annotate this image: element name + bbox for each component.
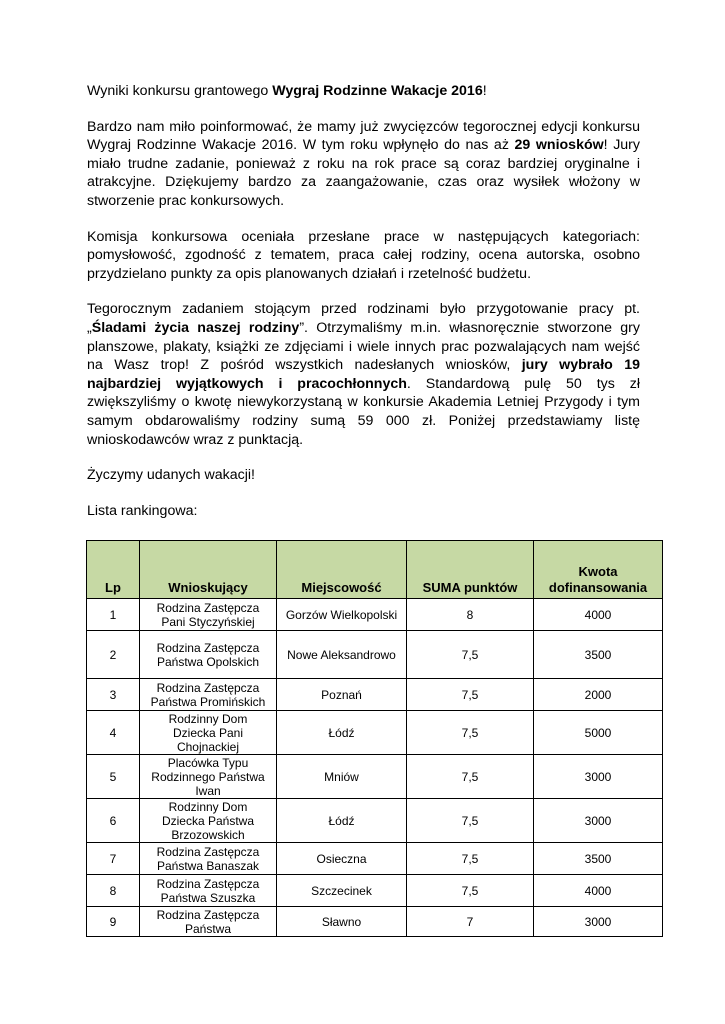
cell-wnioskujacy-line1: Rodzina Zastępcza — [156, 680, 260, 695]
applications-count: 29 wniosków — [514, 137, 604, 154]
cell-wnioskujacy — [140, 631, 277, 679]
cell-lp: 7 — [87, 843, 140, 875]
cell-wnioskujacy-line2: Dziecka Państwa — [161, 813, 255, 828]
cell-kwota: 3000 — [534, 907, 663, 937]
cell-wnioskujacy — [140, 799, 277, 843]
cell-wnioskujacy-line3: Iwan — [195, 783, 221, 798]
cell-miejscowosc: Sławno — [277, 907, 407, 937]
contest-name: Wygraj Rodzinne Wakacje 2016 — [272, 83, 483, 99]
cell-miejscowosc: Łódź — [277, 799, 407, 843]
cell-wnioskujacy — [140, 711, 277, 755]
table-row — [87, 631, 663, 679]
cell-kwota: 4000 — [534, 875, 663, 907]
cell-wnioskujacy — [140, 599, 277, 631]
table-row — [87, 599, 663, 631]
cell-wnioskujacy-line1: Rodzina Zastępcza — [156, 844, 260, 859]
cell-lp: 5 — [87, 755, 140, 799]
ranking-table — [86, 540, 663, 937]
cell-wnioskujacy-line2: Rodzinnego Państwa — [151, 769, 265, 784]
table-header-row — [87, 541, 663, 599]
paragraph-task-part-c: ”. Otrzymaliśmy m.in. własnoręcznie stworzone gry planszowe, plakaty, książki ze zdjęciami i wiele innych prac pozwalających nam wejść na Wasz trop! Z pośród wszystkich nadesłanych wniosków, — [87, 319, 641, 374]
cell-miejscowosc: Osieczna — [277, 843, 407, 875]
cell-kwota: 3500 — [534, 631, 663, 679]
header-kwota-line2: dofinansowania — [548, 580, 648, 595]
header-kwota — [534, 541, 663, 599]
cell-kwota: 4000 — [534, 599, 663, 631]
cell-wnioskujacy — [140, 843, 277, 875]
cell-wnioskujacy-line1: Rodzina Zastępcza — [156, 876, 260, 891]
cell-wnioskujacy-line1: Rodzinny Dom — [168, 711, 248, 726]
cell-suma: 7,5 — [407, 755, 534, 799]
cell-wnioskujacy-line2: Państwa Promińskich — [150, 694, 266, 709]
intro-exclamation: ! — [482, 83, 487, 99]
cell-miejscowosc: Łódź — [277, 711, 407, 755]
cell-wnioskujacy-line3: Chojnackiej — [176, 739, 240, 754]
header-wnioskujacy: Wnioskujący — [140, 541, 277, 599]
cell-lp: 2 — [87, 631, 140, 679]
header-lp: Lp — [87, 541, 140, 599]
paragraph-winners-part-a: Bardzo nam miło poinformować, że mamy już zwycięzców tegorocznej edycji konkursu Wygraj Rodzinne Wakacje 2016. W tym roku wpłynęło do nas aż — [87, 118, 640, 154]
cell-wnioskujacy — [140, 755, 277, 799]
paragraph-winners — [87, 118, 640, 211]
cell-miejscowosc: Szczecinek — [277, 875, 407, 907]
cell-suma: 8 — [407, 599, 534, 631]
header-kwota-line1: Kwota — [578, 564, 618, 579]
cell-lp: 3 — [87, 679, 140, 711]
cell-wnioskujacy-line2: Państwa Opolskich — [156, 654, 260, 669]
cell-wnioskujacy-line1: Rodzina Zastępcza — [156, 640, 260, 655]
cell-wnioskujacy-line1: Placówka Typu — [167, 755, 249, 770]
cell-miejscowosc: Gorzów Wielkopolski — [277, 599, 407, 631]
cell-wnioskujacy-line2: Państwa — [184, 921, 232, 936]
table-row — [87, 711, 663, 755]
cell-wnioskujacy-line1: Rodzina Zastępcza — [156, 600, 260, 615]
cell-wnioskujacy-line2: Dziecka Pani — [172, 725, 244, 740]
jury-selection: jury wybrało 19 najbardziej wyjątkowych i pracochłonnych — [87, 357, 641, 392]
cell-wnioskujacy-line1: Rodzina Zastępcza — [156, 907, 260, 922]
cell-kwota: 3500 — [534, 843, 663, 875]
cell-wnioskujacy — [140, 907, 277, 937]
ranking-list-label: Lista rankingowa: — [87, 502, 198, 519]
paragraph-task-part-e: . Standardową pulę 50 tys zł zwiększyliśmy o kwotę niewykorzystaną w konkursie Akademia Letniej Przygody i tym samym obdarowaliśmy rodziny sumą 59 000 zł. Poniżej przedstawiamy listę wnioskodawców wraz z punktacją. — [87, 375, 640, 448]
cell-suma: 7,5 — [407, 631, 534, 679]
cell-suma: 7,5 — [407, 711, 534, 755]
cell-miejscowosc: Nowe Aleksandrowo — [277, 631, 407, 679]
cell-suma: 7,5 — [407, 679, 534, 711]
paragraph-task-part-a: Tegorocznym zadaniem stojącym przed rodzinami było przygotowanie pracy pt. „ — [87, 301, 640, 336]
cell-lp: 1 — [87, 599, 140, 631]
cell-suma: 7,5 — [407, 843, 534, 875]
cell-lp: 6 — [87, 799, 140, 843]
cell-miejscowosc: Poznań — [277, 679, 407, 711]
table-row — [87, 679, 663, 711]
table-row — [87, 875, 663, 907]
wishes: Życzymy udanych wakacji! — [87, 467, 255, 484]
cell-kwota: 2000 — [534, 679, 663, 711]
cell-wnioskujacy-line3: Brzozowskich — [171, 827, 245, 842]
cell-kwota: 5000 — [534, 711, 663, 755]
header-miejscowosc: Miejscowość — [277, 541, 407, 599]
paragraph-task — [87, 300, 640, 449]
table-row — [87, 907, 663, 937]
cell-suma: 7 — [407, 907, 534, 937]
cell-lp: 4 — [87, 711, 140, 755]
intro-heading — [87, 82, 640, 101]
cell-suma: 7,5 — [407, 799, 534, 843]
cell-lp: 9 — [87, 907, 140, 937]
cell-wnioskujacy-line2: Państwa Banaszak — [156, 858, 260, 873]
intro-text: Wyniki konkursu grantowego — [87, 83, 273, 99]
cell-wnioskujacy — [140, 875, 277, 907]
table-row — [87, 843, 663, 875]
paragraph-criteria: Komisja konkursowa oceniała przesłane prace w następujących kategoriach: pomysłowość, zgodność z tematem, praca całej rodziny, ocena autorska, osobno przydzielano punkty za opis planowanych działań i rzetelność budżetu. — [87, 228, 640, 282]
table-row — [87, 799, 663, 843]
cell-kwota: 3000 — [534, 755, 663, 799]
document-body — [87, 82, 640, 520]
cell-wnioskujacy-line2: Państwa Szuszka — [160, 890, 256, 905]
cell-wnioskujacy-line2: Pani Styczyńskiej — [161, 614, 255, 629]
cell-lp: 8 — [87, 875, 140, 907]
cell-wnioskujacy — [140, 679, 277, 711]
paragraph-winners-part-c: ! Jury miało trudne zadanie, ponieważ z roku na rok prace są coraz bardziej oryginalne i atrakcyjne. Dziękujemy bardzo za zaangażowanie, czas oraz wysiłek włożony w stworzenie prac konkursowych. — [87, 137, 641, 209]
cell-miejscowosc: Mniów — [277, 755, 407, 799]
header-suma: SUMA punktów — [407, 541, 534, 599]
cell-suma: 7,5 — [407, 875, 534, 907]
cell-kwota: 3000 — [534, 799, 663, 843]
task-title: Śladami życia naszej rodziny — [91, 319, 300, 336]
table-row — [87, 755, 663, 799]
cell-wnioskujacy-line1: Rodzinny Dom — [168, 799, 248, 814]
